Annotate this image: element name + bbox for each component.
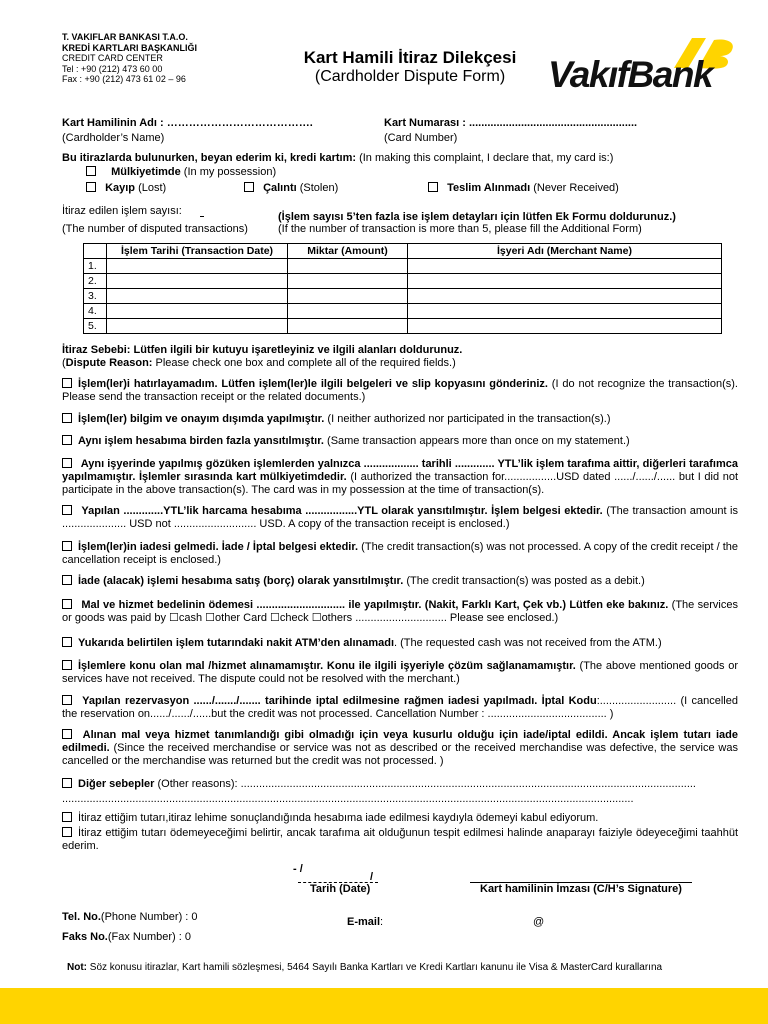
signature-label: Kart hamilinin İmzası (C/H’s Signature): [480, 883, 682, 895]
reason-item-1: [62, 378, 738, 404]
date-label: Tarih (Date): [310, 883, 371, 895]
checkbox[interactable]: [62, 812, 72, 822]
bank-address-block: [62, 32, 197, 85]
table-row: [84, 274, 722, 289]
note-label: Not:: [67, 962, 87, 973]
checkbox[interactable]: [62, 778, 72, 788]
other-reasons-line2[interactable]: ...........................................................................................................................................................................................: [62, 793, 634, 805]
email-at[interactable]: @: [533, 916, 545, 928]
row-number-header: [84, 244, 107, 259]
amount-cell[interactable]: [288, 304, 408, 319]
merchant-cell[interactable]: [408, 319, 722, 334]
table-row: [84, 289, 722, 304]
checkbox[interactable]: [86, 166, 96, 176]
amount-header: Miktar (Amount): [288, 244, 408, 259]
footer-brand-bar: [0, 988, 768, 1024]
transaction-date-header: İşlem Tarihi (Transaction Date): [107, 244, 288, 259]
other-reasons-label: Diğer sebepler: [78, 778, 155, 790]
reason-item-2: [62, 413, 738, 426]
bank-name: T. VAKIFLAR BANKASI T.A.O.: [62, 32, 188, 42]
declaration-en: (In making this complaint, I declare that, my card is:): [356, 152, 614, 164]
reason-bold: İşlem(ler) bilgim ve onayım dışımda yapılmıştır.: [78, 413, 325, 425]
checkbox[interactable]: [62, 575, 72, 585]
merchant-header: İşyeri Adı (Merchant Name): [408, 244, 722, 259]
fax-row: [62, 931, 191, 943]
never-received-label: Teslim Alınmadı: [447, 182, 531, 194]
note-text: Söz konusu itirazlar, Kart hamili sözleşmesi, 5464 Sayılı Banka Kartları ve Kredi Kartları kanunu ile Visa & MasterCard kurallarına: [87, 962, 663, 973]
checkbox[interactable]: [62, 413, 72, 423]
table-row: [84, 259, 722, 274]
lost-en: (Lost): [135, 182, 167, 194]
department-name: KREDİ KARTLARI BAŞKANLIĞI: [62, 42, 197, 53]
reason-item-6: [62, 541, 738, 567]
logo-text: VakıfBank: [548, 54, 713, 95]
merchant-cell[interactable]: [408, 289, 722, 304]
reason-item-9: [62, 637, 738, 650]
other-reasons-row: [62, 778, 696, 790]
cardholder-name-field[interactable]: ………………………………….: [166, 117, 313, 129]
consent-option-2: [62, 827, 738, 853]
table-row: [84, 319, 722, 334]
checkbox[interactable]: [62, 378, 72, 388]
transactions-table: [83, 243, 722, 334]
email-row: [347, 916, 383, 928]
option-lost[interactable]: [86, 182, 166, 194]
row-number: 3.: [84, 289, 107, 304]
reason-bold: Yapılan .............YTL’lik harcama hesabıma .................YTL olarak yansıtılmıştır. İşlem belgesi ektedir.: [78, 505, 603, 517]
reason-bold: Alınan mal veya hizmet tanımlandığı gibi olmadığı için veya kusurlu olduğu için iade/iptal edildi. Ancak işlem tutarı iade edilmedi.: [62, 729, 738, 754]
option-possession[interactable]: [86, 166, 276, 178]
amount-cell[interactable]: [288, 259, 408, 274]
disputed-count-field[interactable]: [200, 216, 204, 217]
card-number-field[interactable]: .......................................................: [468, 117, 638, 129]
reason-bold: İade (alacak) işlemi hesabıma satış (borç) olarak yansıtılmıştır.: [78, 575, 404, 587]
date-marks: - /: [293, 863, 303, 875]
checkbox[interactable]: [86, 182, 96, 192]
checkbox[interactable]: [244, 182, 254, 192]
bank-fax: Fax : +90 (212) 473 61 02 – 96: [62, 74, 186, 84]
reason-bold: İşlemlere konu olan mal /hizmet alınamamıştır. Konu ile ilgili işyeriyle çözüm sağlanamamıştır.: [78, 660, 576, 672]
reason-text: (The transaction amount is ..................... USD not ........................... USD. A copy of the transaction receipt is enclosed.): [62, 505, 738, 530]
reason-item-12: [62, 729, 738, 768]
reason-item-5: [62, 505, 738, 531]
reason-bold: Aynı işyerinde yapılmış gözüken işlemlerden yalnızca .................. tarihli ............. YTL’lik işlem tarafıma aittir, diğerleri tarafımca yapılmamıştır. İşlemler sırasında kart mülkiyetimdedir.: [62, 458, 738, 483]
stolen-en: (Stolen): [296, 182, 339, 194]
option-never-received[interactable]: [428, 182, 619, 194]
checkbox[interactable]: [62, 660, 72, 670]
phone-row: [62, 911, 198, 923]
cardholder-name-label: Kart Hamilinin Adı :: [62, 117, 164, 129]
row-number: 2.: [84, 274, 107, 289]
card-number-en: (Card Number): [384, 132, 458, 144]
reason-text: (Since the received merchandise or service was not as described or the received merchandise was defective, the service was cancelled or the merchandise was returned but the credit was not processed. ): [62, 742, 738, 767]
reason-item-4: [62, 458, 738, 497]
center-name: CREDIT CARD CENTER: [62, 53, 163, 63]
reason-text: (I neither authorized nor participated in the transaction(s).): [324, 413, 611, 425]
reason-bold: Mal ve hizmet bedelinin ödemesi ............................. ile yapılmıştır. (Nakit, Farklı Kart, Çek vb.) Lütfen eke bakınız.: [78, 599, 669, 611]
checkbox[interactable]: [62, 827, 72, 837]
merchant-cell[interactable]: [408, 304, 722, 319]
never-received-en: (Never Received): [530, 182, 619, 194]
reason-bold: Aynı işlem hesabıma birden fazla yansıtılmıştır.: [78, 435, 324, 447]
card-number-label: Kart Numarası :: [384, 117, 466, 129]
declaration-bold: Bu itirazlarda bulunurken, beyan ederim ki, kredi kartım:: [62, 152, 357, 164]
disputed-count-label: İtiraz edilen işlem sayısı:: [62, 205, 182, 217]
footer-note: [67, 962, 662, 973]
merchant-cell[interactable]: [408, 259, 722, 274]
form-title: [270, 48, 550, 86]
vakifbank-logo: [548, 36, 743, 100]
stolen-label: Çalıntı: [263, 182, 297, 194]
checkbox[interactable]: [62, 695, 72, 705]
reason-bold: İşlem(ler)in iadesi gelmedi. İade / İptal belgesi ektedir.: [78, 541, 359, 553]
lost-label: Kayıp: [105, 182, 136, 194]
reason-text: . (The requested cash was not received from the ATM.): [394, 637, 662, 649]
email-colon: :: [380, 916, 384, 928]
date-cell[interactable]: [107, 259, 288, 274]
dispute-reason-sub: [62, 357, 456, 369]
consent-option-1: [62, 812, 738, 825]
checkbox[interactable]: [62, 435, 72, 445]
row-number: 5.: [84, 319, 107, 334]
amount-cell[interactable]: [288, 274, 408, 289]
additional-form-note: (İşlem sayısı 5’ten fazla ise işlem detayları için lütfen Ek Formu doldurunuz.): [278, 211, 676, 223]
cardholder-name-row: [62, 117, 313, 129]
reason-bold: Yukarıda belirtilen işlem tutarındaki nakit ATM’den alınamadı: [78, 637, 395, 649]
dispute-reason-en: Please check one box and complete all of the required fields.): [152, 357, 456, 369]
email-label: E-mail: [347, 916, 381, 928]
reason-text: (The credit transaction(s) was not processed. A copy of the credit receipt / the cancellation receipt is enclosed.): [62, 541, 739, 566]
reason-text: (Same transaction appears more than once on my statement.): [323, 435, 630, 447]
consent-text: İtiraz ettiğim tutarı ödemeyeceğimi belirtir, ancak tarafıma ait olduğunun tespit edilmesi halinde anaparayı faiziyle ödeyeceğimi taahhüt ederim.: [62, 827, 738, 852]
title-tr: Kart Hamili İtiraz Dilekçesi: [303, 48, 517, 67]
checkbox[interactable]: [62, 458, 72, 468]
consent-text: İtiraz ettiğim tutarı,itiraz lehime sonuçlandığında hesabıma iade edilmesi kaydıyla ödemeyi kabul ediyorum.: [78, 812, 599, 824]
reason-item-3: [62, 435, 738, 448]
date-slash: /: [370, 871, 374, 883]
row-number: 4.: [84, 304, 107, 319]
option-stolen[interactable]: [244, 182, 338, 194]
title-en: (Cardholder Dispute Form): [314, 68, 506, 85]
reason-item-11: [62, 695, 738, 721]
phone-label: Tel. No.: [62, 911, 101, 923]
reason-item-8: [62, 599, 738, 625]
card-number-row: [384, 117, 637, 129]
additional-form-note-en: (If the number of transaction is more than 5, please fill the Additional Form): [278, 223, 642, 235]
row-number: 1.: [84, 259, 107, 274]
reason-text: (The services or goods was paid by ☐cash ☐other Card ☐check ☐others .............................. Please see enclosed.): [62, 599, 738, 624]
declaration-text: [62, 152, 613, 164]
other-reasons-field[interactable]: (Other reasons): .....................................................................................................................................................: [154, 778, 696, 790]
reason-text: (I do not recognize the transaction(s). Please send the transaction receipt or the related documents.): [62, 378, 738, 403]
reason-text: (I authorized the transaction for.................USD dated ....../....../...... but I did not participate in the above transaction(s). The card was in my possession at the time of transaction(s).: [62, 471, 739, 496]
reason-text: (The above mentioned goods or services have not received. The dispute could not be resolved with the merchant.): [62, 660, 738, 685]
table-row: [84, 304, 722, 319]
disputed-count-en: (The number of disputed transactions): [62, 223, 248, 235]
checkbox[interactable]: [62, 599, 72, 609]
fax-field[interactable]: (Fax Number) : 0: [107, 931, 191, 943]
reason-bold: Yapılan rezervasyon ....../......./....... tarihinde iptal edilmesine rağmen iadesi yapılmadı. İptal Kodu: [78, 695, 597, 707]
possession-en: (In my possession): [180, 166, 277, 178]
dispute-reason-title: İtiraz Sebebi: Lütfen ilgili bir kutuyu işaretleyiniz ve ilgili alanları doldurunuz.: [62, 344, 463, 356]
checkbox[interactable]: [62, 505, 72, 515]
reason-item-10: [62, 660, 738, 686]
reason-item-7: [62, 575, 738, 588]
reason-bold: İşlem(ler)i hatırlayamadım. Lütfen işlem(ler)le ilgili belgeleri ve slip kopyasını gönderiniz.: [78, 378, 548, 390]
date-cell[interactable]: [107, 274, 288, 289]
checkbox[interactable]: [62, 541, 72, 551]
reason-text: (The credit transaction(s) was posted as a debit.): [403, 575, 645, 587]
dispute-reason-label: Dispute Reason:: [65, 357, 153, 369]
date-cell[interactable]: [107, 304, 288, 319]
possession-label: Mülkiyetimde: [111, 166, 181, 178]
amount-cell[interactable]: [288, 289, 408, 304]
table-header-row: [84, 244, 722, 259]
date-cell[interactable]: [107, 319, 288, 334]
date-cell[interactable]: [107, 289, 288, 304]
amount-cell[interactable]: [288, 319, 408, 334]
bank-tel: Tel : +90 (212) 473 60 00: [62, 63, 163, 74]
reason-text: :......................... (I cancelled the reservation on....../....../......but the credit was not processed. Cancellation Number : ....................................... ): [62, 695, 738, 720]
fax-label: Faks No.: [62, 931, 108, 943]
cardholder-name-en: (Cardholder’s Name): [62, 132, 165, 144]
phone-field[interactable]: (Phone Number) : 0: [100, 911, 198, 923]
checkbox[interactable]: [62, 637, 72, 647]
checkbox[interactable]: [62, 729, 72, 739]
merchant-cell[interactable]: [408, 274, 722, 289]
paren: (: [62, 357, 66, 369]
checkbox[interactable]: [428, 182, 438, 192]
